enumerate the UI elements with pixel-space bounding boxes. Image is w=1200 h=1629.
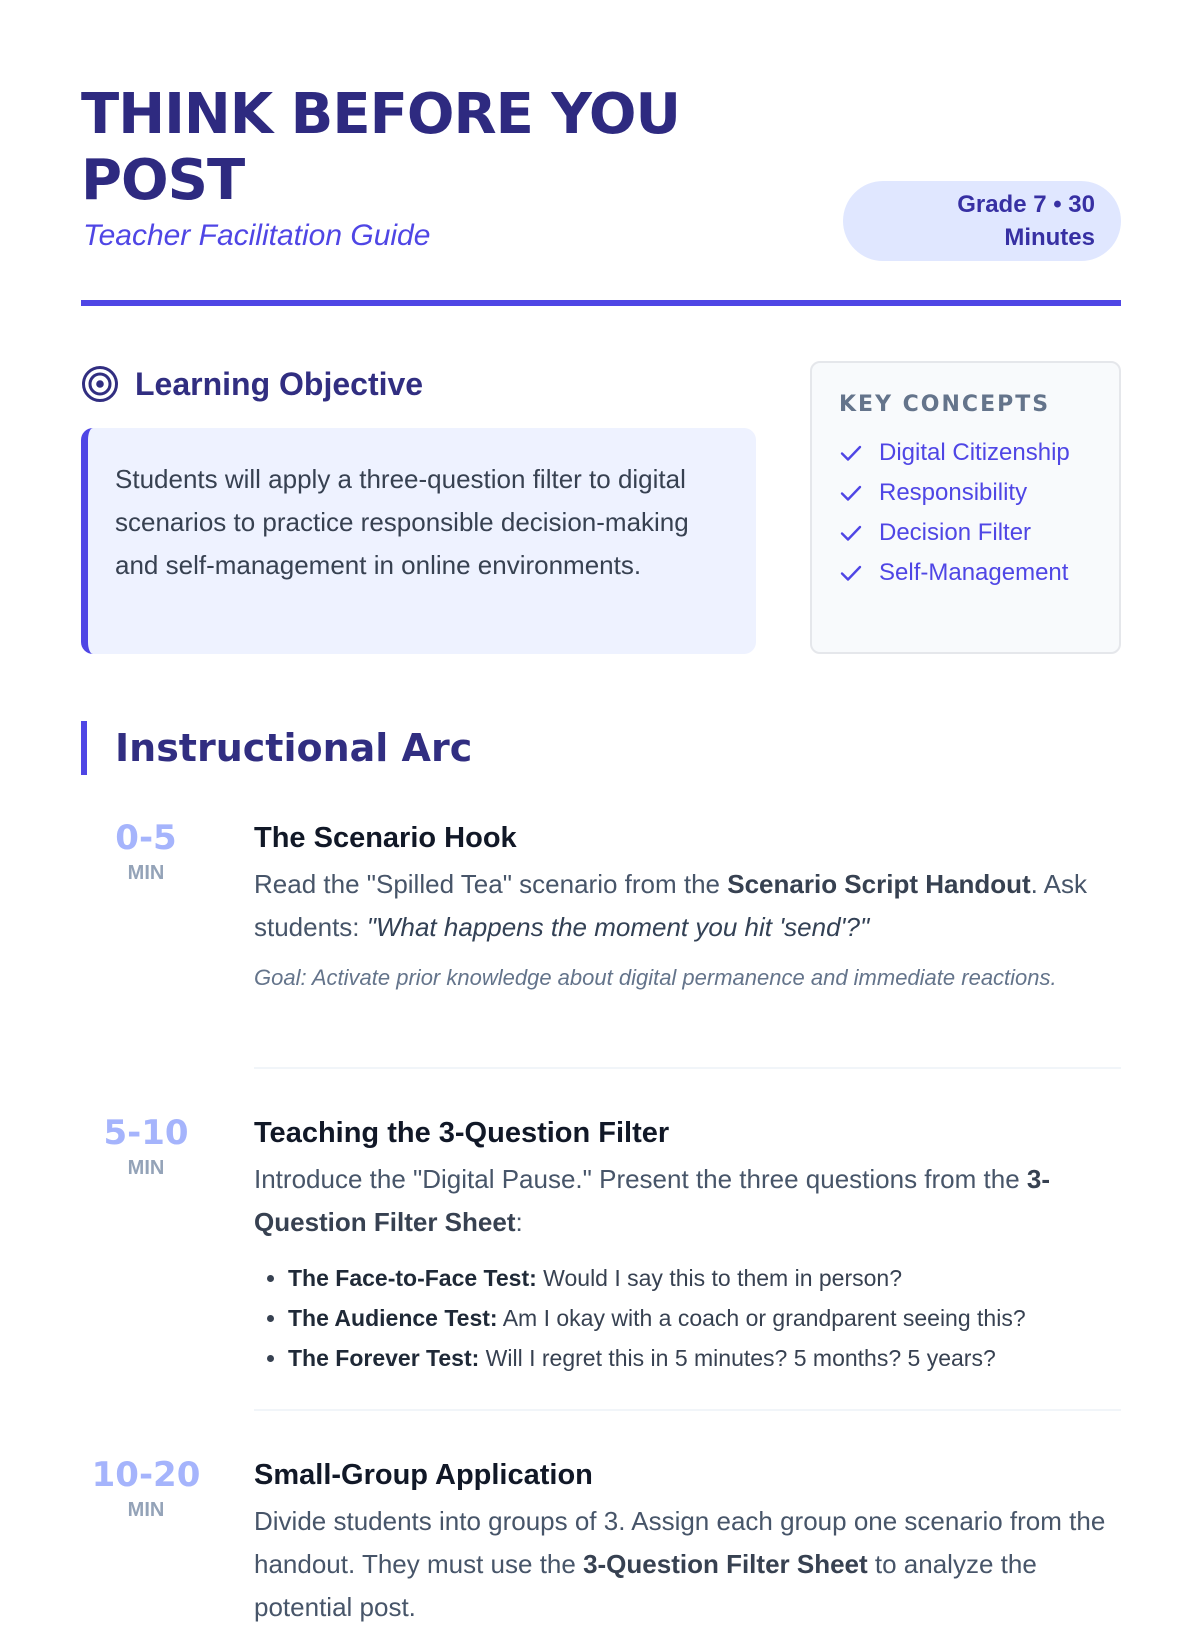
key-concept-item [839,473,1119,513]
step-time [81,1113,211,1181]
filter-questions-list [254,1258,1121,1378]
filter-test-question: Will I regret this in 5 minutes? 5 months? 5 years? [479,1345,996,1371]
filter-test-name: The Audience Test: [288,1305,498,1331]
key-concept-item [839,553,1119,593]
step-text-part: to analyze the potential post. [254,1549,1037,1622]
step-time [81,818,211,886]
filter-test-question: Would I say this to them in person? [536,1265,903,1291]
step-time [81,1455,211,1523]
check-icon [839,561,863,585]
step-goal: Goal: Activate prior knowledge about digital permanence and immediate reactions. [254,965,1057,990]
step-time-range: 5-10 [103,1113,189,1153]
filter-question-item [288,1258,1121,1298]
step-divider [254,1409,1121,1411]
filter-question-item [288,1338,1121,1378]
step-time-unit: MIN [127,862,165,884]
step-text-part: Introduce the "Digital Pause." Present the three questions from the [254,1164,1027,1194]
step-text-part: Divide students into groups of 3. Assign each group one scenario from the handout. They must use the [254,1506,1106,1579]
key-concept-item [839,433,1119,473]
grade-duration-badge [843,181,1121,261]
step-title: Teaching the 3-Question Filter [254,1117,670,1149]
discussion-question: "What happens the moment you hit 'send'?" [366,912,870,942]
step-time-unit: MIN [127,1499,165,1521]
step-time-unit: MIN [127,1157,165,1179]
step-content [254,818,1121,994]
step-description [254,1158,1121,1244]
badge-minutes-text: Minutes [1004,224,1095,251]
filter-test-name: The Face-to-Face Test: [288,1265,537,1291]
key-concepts-list [839,433,1119,593]
objective-callout [81,428,756,654]
page-title: THINK BEFORE YOU POST [81,82,680,213]
handout-name: 3-Question Filter Sheet [583,1549,868,1579]
step-text-part: Read the "Spilled Tea" scenario from the [254,869,728,899]
step-description [254,863,1121,949]
handout-name: Scenario Script Handout [727,869,1031,899]
key-concepts-card [810,361,1121,654]
step-content [254,1113,1121,1378]
header-divider [81,300,1121,306]
filter-test-question: Am I okay with a coach or grandparent seeing this? [497,1305,1026,1331]
step-title: The Scenario Hook [254,822,517,854]
check-icon [839,521,863,545]
instructional-arc-heading: Instructional Arc [81,721,472,775]
filter-test-name: The Forever Test: [288,1345,480,1371]
key-concepts-heading: KEY CONCEPTS [839,392,1051,417]
check-icon [839,441,863,465]
objective-heading-row [81,364,423,404]
step-text-part: : [515,1207,523,1237]
key-concept-label: Decision Filter [879,519,1032,546]
key-concept-label: Digital Citizenship [879,439,1070,466]
key-concept-label: Self-Management [879,559,1069,586]
page-subtitle: Teacher Facilitation Guide [83,219,431,252]
step-description [254,1500,1121,1629]
objective-text: Students will apply a three-question filter to digital scenarios to practice responsible decision-making and self-management in online environments. [115,464,689,580]
target-icon [81,365,119,403]
step-time-range: 10-20 [91,1455,201,1495]
step-title: Small-Group Application [254,1459,593,1491]
objective-heading: Learning Objective [135,366,424,402]
handout-name: 3-Question Filter Sheet [254,1164,1051,1237]
badge-grade-text: Grade 7 • 30 [957,191,1095,218]
key-concept-label: Responsibility [879,479,1028,506]
step-text-part: . Ask students: [254,869,1087,942]
check-icon [839,481,863,505]
step-time-range: 0-5 [115,818,177,858]
filter-question-item [288,1298,1121,1338]
key-concept-item [839,513,1119,553]
step-content [254,1455,1121,1629]
step-divider [254,1067,1121,1069]
